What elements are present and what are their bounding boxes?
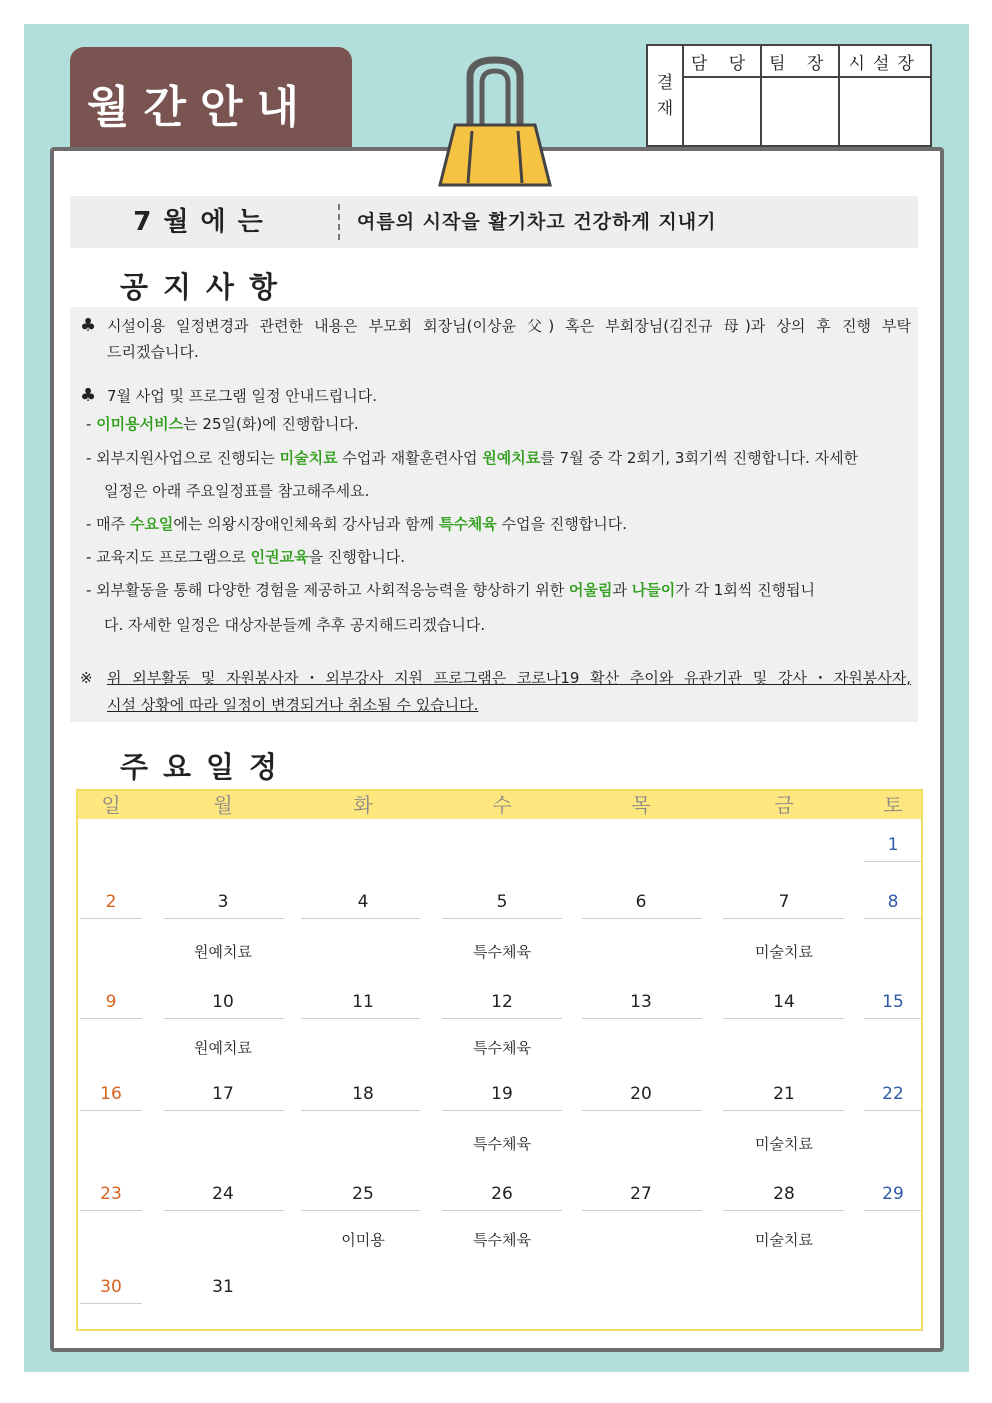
highlight-human-rights-education: 인권교육 bbox=[250, 548, 309, 566]
date-underline bbox=[864, 1110, 921, 1111]
schedule-section-title: 주요일정 bbox=[120, 750, 293, 784]
calendar-date: 18 bbox=[352, 1084, 374, 1104]
calendar-date: 2 bbox=[105, 892, 117, 912]
approval-sign-team-lead[interactable] bbox=[761, 77, 839, 146]
notice-sub5-line2: 다. 자세한 일정은 대상자분들께 추후 공지해드리겠습니다. bbox=[104, 616, 486, 634]
date-underline bbox=[80, 1018, 142, 1019]
calendar-date: 1 bbox=[887, 835, 899, 855]
highlight-wednesday: 수요일 bbox=[129, 515, 174, 533]
calendar-date: 29 bbox=[882, 1184, 904, 1204]
approval-col-staff: 담 당 bbox=[683, 45, 761, 77]
date-underline bbox=[80, 918, 142, 919]
date-underline bbox=[80, 1303, 142, 1304]
calendar-date: 12 bbox=[491, 992, 513, 1012]
approval-col-director: 시설장 bbox=[839, 45, 931, 77]
calendar-event: 이미용 bbox=[341, 1231, 385, 1249]
day-header-sat: 토 bbox=[883, 793, 903, 817]
note-mark: ※ bbox=[80, 669, 93, 687]
calendar-date: 10 bbox=[212, 992, 234, 1012]
calendar bbox=[76, 789, 923, 1331]
binder-clip-icon bbox=[430, 55, 560, 190]
calendar-date: 19 bbox=[491, 1084, 513, 1104]
date-underline bbox=[442, 1018, 562, 1019]
date-underline bbox=[864, 918, 921, 919]
date-underline bbox=[582, 1210, 702, 1211]
date-underline bbox=[864, 1210, 921, 1211]
highlight-eoullim: 어울림 bbox=[569, 581, 613, 599]
highlight-art-therapy: 미술치료 bbox=[279, 449, 338, 467]
date-underline bbox=[864, 861, 921, 862]
approval-side-label: 결재 bbox=[647, 45, 683, 146]
calendar-event: 특수체육 bbox=[473, 1135, 531, 1153]
approval-sign-director[interactable] bbox=[839, 77, 931, 146]
date-underline bbox=[442, 918, 562, 919]
calendar-date: 15 bbox=[882, 992, 904, 1012]
notice-item2-title: 7월 사업 및 프로그램 일정 안내드립니다. bbox=[107, 387, 377, 405]
calendar-date: 8 bbox=[887, 892, 899, 912]
date-underline bbox=[723, 1110, 844, 1111]
banner-divider bbox=[338, 204, 340, 240]
notice-sub3: - 매주 수요일에는 의왕시장애인체육회 강사님과 함께 특수체육 수업을 진행합니다. bbox=[86, 515, 628, 533]
date-underline bbox=[301, 1110, 420, 1111]
calendar-date: 9 bbox=[105, 992, 117, 1012]
date-underline bbox=[164, 1018, 284, 1019]
highlight-special-pe: 특수체육 bbox=[438, 515, 497, 533]
date-underline bbox=[582, 1110, 702, 1111]
note-line2: 시설 상황에 따라 일정이 변경되거나 취소될 수 있습니다. bbox=[107, 696, 479, 714]
calendar-event: 미술치료 bbox=[755, 1231, 813, 1249]
date-underline bbox=[301, 918, 420, 919]
date-underline bbox=[80, 1110, 142, 1111]
note-line1: 위 외부활동 및 자원봉사자・외부강사 지원 프로그램은 코로나19 확산 추이와 유관기관 및 강사・자원봉사자, bbox=[107, 669, 911, 687]
approval-col-team-lead: 팀 장 bbox=[761, 45, 839, 77]
date-underline bbox=[723, 918, 844, 919]
calendar-date: 27 bbox=[630, 1184, 652, 1204]
calendar-date: 11 bbox=[352, 992, 374, 1012]
date-underline bbox=[301, 1210, 420, 1211]
calendar-header bbox=[78, 791, 921, 819]
day-header-tue: 화 bbox=[353, 793, 373, 817]
calendar-event: 특수체육 bbox=[473, 943, 531, 961]
calendar-date: 5 bbox=[496, 892, 508, 912]
calendar-event: 원예치료 bbox=[194, 943, 252, 961]
day-header-fri: 금 bbox=[774, 793, 794, 817]
club-icon: ♣ bbox=[80, 385, 97, 406]
date-underline bbox=[164, 918, 284, 919]
date-underline bbox=[582, 1018, 702, 1019]
calendar-date: 16 bbox=[100, 1084, 122, 1104]
notice-item1-line2: 드리겠습니다. bbox=[107, 343, 199, 361]
calendar-event: 미술치료 bbox=[755, 943, 813, 961]
date-underline bbox=[80, 1210, 142, 1211]
calendar-date: 30 bbox=[100, 1277, 122, 1297]
calendar-date: 4 bbox=[357, 892, 369, 912]
date-underline bbox=[723, 1210, 844, 1211]
notice-sub2: - 외부지원사업으로 진행되는 미술치료 수업과 재활훈련사업 원예치료를 7월 중 각 2회기, 3회기씩 진행합니다. 자세한 bbox=[86, 449, 859, 467]
date-underline bbox=[442, 1210, 562, 1211]
date-underline bbox=[301, 1018, 420, 1019]
day-header-mon: 월 bbox=[213, 793, 233, 817]
calendar-date: 6 bbox=[635, 892, 647, 912]
date-underline bbox=[442, 1110, 562, 1111]
approval-sign-staff[interactable] bbox=[683, 77, 761, 146]
calendar-event: 미술치료 bbox=[755, 1135, 813, 1153]
calendar-date: 22 bbox=[882, 1084, 904, 1104]
notice-section-title: 공지사항 bbox=[120, 270, 293, 304]
date-underline bbox=[582, 918, 702, 919]
calendar-event: 원예치료 bbox=[194, 1039, 252, 1057]
calendar-event: 특수체육 bbox=[473, 1039, 531, 1057]
notice-sub1: - 이미용서비스는 25일(화)에 진행합니다. bbox=[86, 415, 359, 433]
date-underline bbox=[723, 1018, 844, 1019]
calendar-date: 17 bbox=[212, 1084, 234, 1104]
notice-sub5: - 외부활동을 통해 다양한 경험을 제공하고 사회적응능력을 향상하기 위한 어울림과 나들이가 각 1회씩 진행됩니 bbox=[86, 581, 816, 599]
month-label: 7월에는 bbox=[133, 207, 275, 237]
month-theme: 여름의 시작을 활기차고 건강하게 지내기 bbox=[357, 211, 717, 233]
calendar-event: 특수체육 bbox=[473, 1231, 531, 1249]
day-header-sun: 일 bbox=[101, 793, 121, 817]
date-underline bbox=[864, 1018, 921, 1019]
calendar-date: 14 bbox=[773, 992, 795, 1012]
notice-box bbox=[70, 307, 918, 722]
month-banner bbox=[70, 196, 918, 248]
day-header-wed: 수 bbox=[492, 793, 512, 817]
calendar-date: 26 bbox=[491, 1184, 513, 1204]
club-icon: ♣ bbox=[80, 315, 97, 336]
date-underline bbox=[164, 1210, 284, 1211]
calendar-date: 7 bbox=[778, 892, 790, 912]
date-underline bbox=[164, 1110, 284, 1111]
day-header-thu: 목 bbox=[631, 793, 651, 817]
title-tab bbox=[70, 47, 352, 157]
calendar-date: 13 bbox=[630, 992, 652, 1012]
notice-sub4: - 교육지도 프로그램으로 인권교육을 진행합니다. bbox=[86, 548, 406, 566]
highlight-outing: 나들이 bbox=[631, 581, 676, 599]
calendar-date: 31 bbox=[212, 1277, 234, 1297]
approval-box bbox=[646, 44, 932, 147]
highlight-haircut-service: 이미용서비스 bbox=[96, 415, 184, 433]
calendar-date: 23 bbox=[100, 1184, 122, 1204]
highlight-horticulture-therapy: 원예치료 bbox=[482, 449, 541, 467]
calendar-date: 25 bbox=[352, 1184, 374, 1204]
calendar-date: 28 bbox=[773, 1184, 795, 1204]
notice-item1-line1: 시설이용 일정변경과 관련한 내용은 부모회 회장님(이상윤 父) 혹은 부회장님(김진규 母)과 상의 후 진행 부탁 bbox=[107, 317, 911, 335]
calendar-date: 20 bbox=[630, 1084, 652, 1104]
calendar-date: 21 bbox=[773, 1084, 795, 1104]
calendar-date: 24 bbox=[212, 1184, 234, 1204]
calendar-date: 3 bbox=[217, 892, 229, 912]
notice-sub2-line2: 일정은 아래 주요일정표를 참고해주세요. bbox=[104, 482, 370, 500]
page-title: 월간안내 bbox=[86, 82, 313, 133]
